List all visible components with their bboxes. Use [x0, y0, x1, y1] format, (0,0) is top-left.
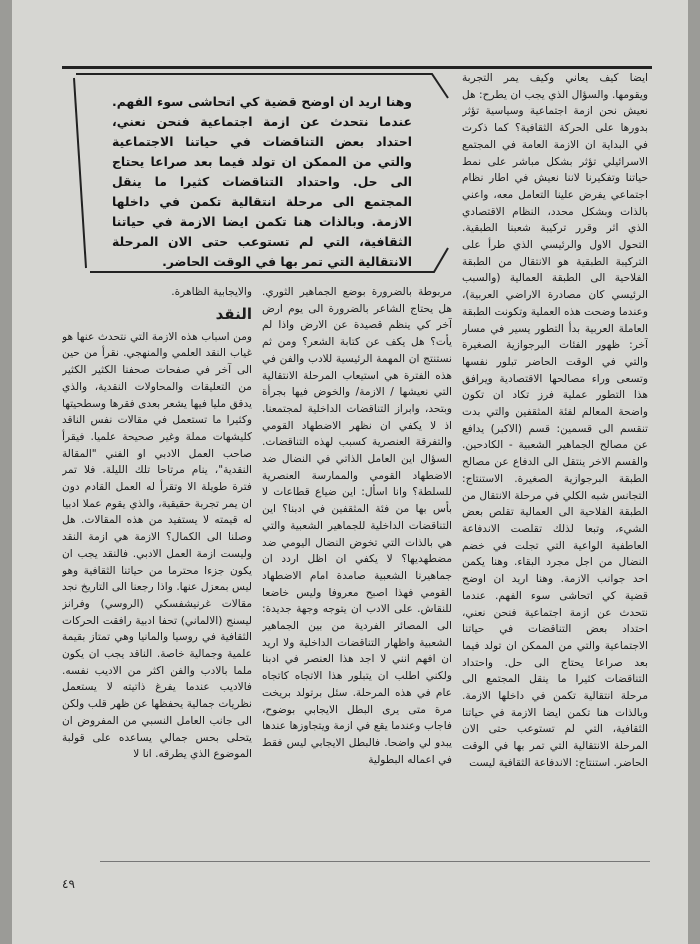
pull-quote-text: وهنا اريد ان اوضح قضية كي اتحاشى سوء الفهم. عندما نتحدث عن ازمة اجتماعية فنحن نعني، احتداد بعض التناقضات في حياتنا الاجتماعية والتي من الممكن ان تولد فيما بعد صراعا يحتاج الى حل. واحتداد التناقضات كثيرا ما ينقل المجتمع الى مرحلة انتقالية تكمن في داخلها الازمة. وبالذات هنا تكمن ايضا الازمة في حياتنا الثقافية، التي لم تستوعب حتى الان المرحلة الانتقالية التي تمر بها في الوقت الحاضر. — [112, 94, 412, 269]
article-column-right — [462, 70, 648, 830]
right-column-text: ايضا كيف يعاني وكيف يمر التجربة ويقومها. والسؤال الذي يجب ان يطرح: هل نعيش نحن ازمة اجتماعية وسياسية تؤثر بدورها على الحركة الثقافية؟ كما ذكرت في البداية ان الازمة العامة في المجتمع الاسرائيلي تؤثر بشكل مباشر على نمط حياتنا وتفكيرنا لاننا نعيش في اطار نظام اجتماعي يفرض علينا التعامل معه، واعني بالذات وبشكل محدد، النظام الاقتصادي الذي اثر وقرر تركيبة شعبنا الطبقية. التحول الاول والرئيسي الذي طرأ على التركيبة الطبقية هو الانتقال من الطبقة الفلاحية الى الطبقة العمالية (والسبب الرئيسي كان مصادرة الاراضي العربية)، وعندما وضحت هذه العملية وتكونت الطبقة العاملة العربية بدأ التطور يسير في مسار آخر: ظهور الفئات البرجوازية الصغيرة والتي في الوقت الحاضر تبلور نفسها وتسعى وراء مصالحها الاقتصادية ويرافق هذا التطور عملية فرز تكاد ان تكون واضحة المعالم لفئة المثقفين والتي بدت تنقسم الى قسمين: قسم (الاكبر) يدافع عن مصالح الجماهير الشعبية - الكادحين. والقسم الاخر ينتقل الى الدفاع عن مصالح الطبقة البرجوازية الصغيرة. الاستنتاج: التجانس شبه الكلي في مرحلة الانتقال من الطبقة الفلاحية الى العمالية تقلص بعض الشيء، وتبعا لذلك تقلصت الاندفاعة العاطفية الواعية التي تجلت في خضم النضال من اجل مجرد البقاء. وهنا يكمن احد جوانب الازمة. وهنا اريد ان اوضح قضية كي اتحاشى سوء الفهم. عندما نتحدث عن ازمة اجتماعية فنحن نعني، احتداد بعض التناقضات في حياتنا الاجتماعية والتي من الممكن ان تولد فيما بعد صراعا يحتاج الى حل. واحتداد التناقضات كثيرا ما ينقل المجتمع الى مرحلة انتقالية تكمن في داخلها الازمة. وبالذات هنا تكمن ايضا الازمة في حياتنا الثقافية، التي لم تستوعب حتى الان المرحلة الانتقالية التي تمر بها في الوقت الحاضر. استنتاج: الاندفاعة الثقافية ليست — [462, 72, 648, 769]
section-heading-criticism: النقد — [215, 304, 252, 323]
page-number: ٤٩ — [62, 877, 75, 891]
scan-edge-right — [688, 0, 700, 944]
middle-column-text: مربوطة بالضرورة بوضع الجماهير الثوري. هل يحتاج الشاعر بالضرورة الى يوم ارض آخر كي ينظم قصيدة عن الارض واذا لم يأت؟ هل يكف عن كتابة الشعر؟ ومن ثم نستنتج ان المهمة الرئيسية للادب والفن في هذه الفترة هي استيعاب المرحلة الانتقالية التي نعيشها / الازمة/ والخوض فيها بجرأة وبتحد، وابراز التناقضات الداخلية لمجتمعنا. اذ لا يكفي ان نظهر الاضطهاد القومي والتفرقة العنصرية كسبب لهذه التناقضات. السؤال اين العامل الذاتي في النضال ضد الاضطهاد القومي والممارسة العنصرية للسلطة؟ وانا اسأل: اين ضياع قطاعات لا بأس بها من فئة المثقفين في ادبنا؟ اين التناقضات الداخلية للجماهير الشعبية والتي هي بالذات التي تخوض النضال اليومي ضد مضطهديها؟ لا يكفي ان اظل اردد ان جماهيرنا الشعبية صامدة امام الاضطهاد القومي فهذا اصبح معروفا وليس خاضعا للنقاش. على الادب ان يتوجه وجهة جديدة: الى المصائر الفردية من بين الجماهير الشعبية واظهار التناقضات الداخلية ولا اريد ان افهم انني لا اجد هذا العنصر في ادبنا ولكني اطلب ان يتبلور هذا الاتجاه كاتجاه عام في هذه المرحلة. سئل برتولد بريخت مرة متى يرى البطل الايجابي بوضوح، فاجاب وعندما يقع في ازمة ويتجاوزها عندها يبدو لي واضحا. فالبطل الايجابي ليس فقط في اعماله البطولية — [262, 286, 452, 766]
scan-edge-left — [0, 0, 12, 944]
left-column-intro: والايجابية الظاهرة. — [171, 286, 252, 298]
article-column-middle — [262, 284, 452, 850]
article-column-left — [62, 284, 252, 850]
pull-quote-box — [72, 72, 450, 274]
bottom-rule — [100, 861, 650, 862]
left-column-body: ومن اسباب هذه الازمة التي نتحدث عنها هو غياب النقد العلمي والمنهجي. نقرأ من حين الى آخر في صفحات صحفنا الكثير الكثير من التعليقات والمحاولات النقدية، والذي يدقق مليا فيها يشعر بعدى فقرها وسطحيتها وكثيرا ما تستعمل في مقالات نفس الناقد كليشهات مملة وغير صحيحة علميا. فيقرأ صاحب العمل الادبي او الفني "المقالة النقدية"، ينام مرتاحا تلك الليلة. فلا تمر فترة طويلة الا وتقرأ له العمل القادم دون ان يمر تجربة حقيقية، والذي يقوم عملا ادبيا له قيمته لا يستفيد من هذه المقالات. هل وصلنا الى الكمال؟ الازمة هي ازمة النقد وليست ازمة العمل الادبي. فالنقد يجب ان يكون جزءا محترما من حياتنا الثقافية وهو ليس بمعزل عنها. واذا رجعنا الى التاريخ نجد مقالات غرنيشفسكي (الروسي) وفرانز ليسنج (الالماني) تحفا ادبية رافقت الحركات الثقافية في روسيا والمانيا وهي تمتاز بقيمة علمية وجمالية خاصة. الناقد يجب ان يكون ملما بالادب والفن اكثر من الاديب نفسه. فالاديب عندما يفرغ ذاتيته لا يستعمل نظريات جمالية يحفظها عن ظهر قلب ولكن الى جانب العامل النسبي من المفروض ان يتحلى بحس جمالي يساعده على قولبة الموضوع الذي يطرقه. انا لا — [62, 330, 252, 761]
top-rule — [62, 66, 652, 69]
